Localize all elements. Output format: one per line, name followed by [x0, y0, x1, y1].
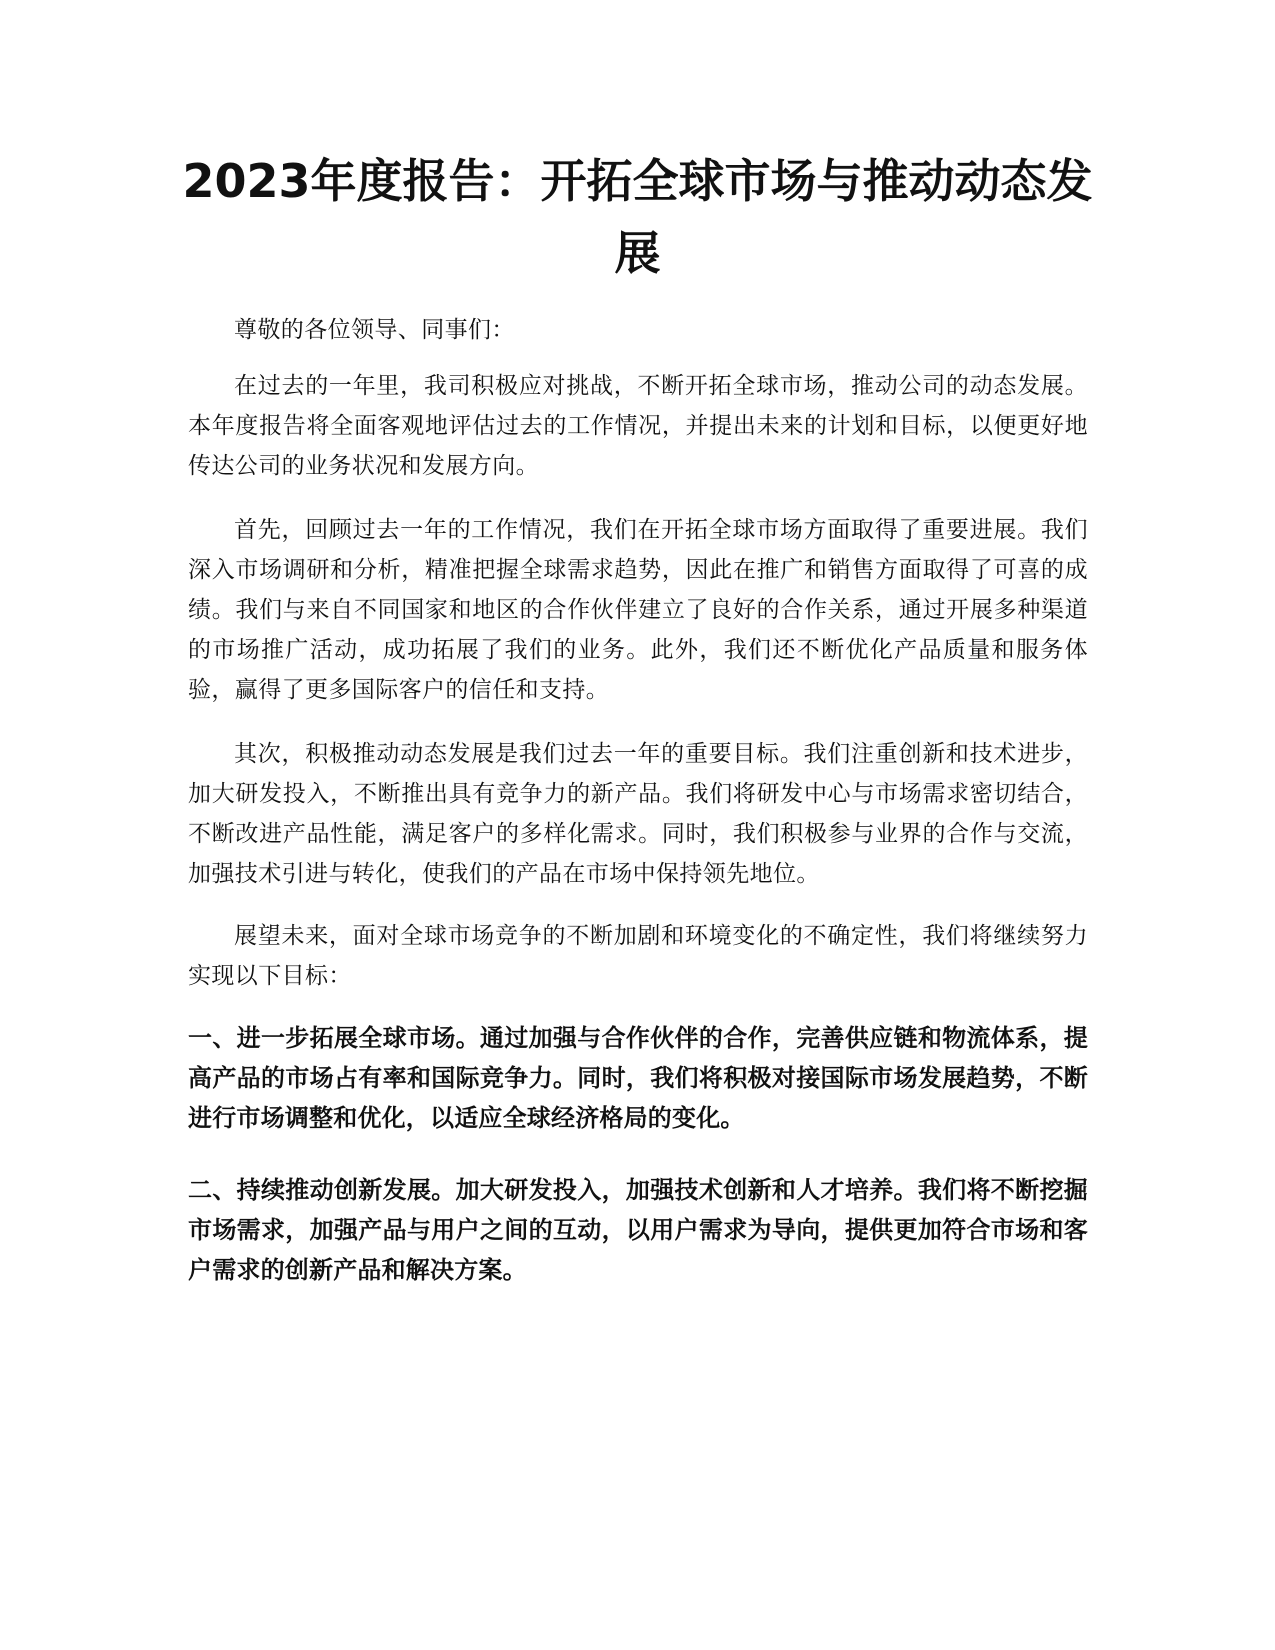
paragraph-intro: 在过去的一年里，我司积极应对挑战，不断开拓全球市场，推动公司的动态发展。本年度报告将全面客观地评估过去的工作情况，并提出未来的计划和目标，以便更好地传达公司的业务状况和发展方向。: [188, 373, 1088, 479]
paragraph-outlook: 展望未来，面对全球市场竞争的不断加剧和环境变化的不确定性，我们将继续努力实现以下目标：: [188, 923, 1088, 989]
goal-item-2: 二、持续推动创新发展。加大研发投入，加强技术创新和人才培养。我们将不断挖掘市场需求，加强产品与用户之间的互动，以用户需求为导向，提供更加符合市场和客户需求的创新产品和解决方案。: [188, 1176, 1088, 1284]
goal-item-1: 一、进一步拓展全球市场。通过加强与合作伙伴的合作，完善供应链和物流体系，提高产品的市场占有率和国际竞争力。同时，我们将积极对接国际市场发展趋势，不断进行市场调整和优化，以适应全球经济格局的变化。: [188, 1024, 1088, 1132]
document-title: 2023年度报告：开拓全球市场与推动动态发展: [182, 154, 1093, 280]
paragraph-development: 其次，积极推动动态发展是我们过去一年的重要目标。我们注重创新和技术进步，加大研发投入，不断推出具有竞争力的新产品。我们将研发中心与市场需求密切结合，不断改进产品性能，满足客户的多样化需求。同时，我们积极参与业界的合作与交流，加强技术引进与转化，使我们的产品在市场中保持领先地位。: [188, 741, 1088, 887]
salutation: 尊敬的各位领导、同事们：: [234, 317, 515, 343]
paragraph-review: 首先，回顾过去一年的工作情况，我们在开拓全球市场方面取得了重要进展。我们深入市场调研和分析，精准把握全球需求趋势，因此在推广和销售方面取得了可喜的成绩。我们与来自不同国家和地区的合作伙伴建立了良好的合作关系，通过开展多种渠道的市场推广活动，成功拓展了我们的业务。此外，我们还不断优化产品质量和服务体验，赢得了更多国际客户的信任和支持。: [188, 517, 1088, 703]
